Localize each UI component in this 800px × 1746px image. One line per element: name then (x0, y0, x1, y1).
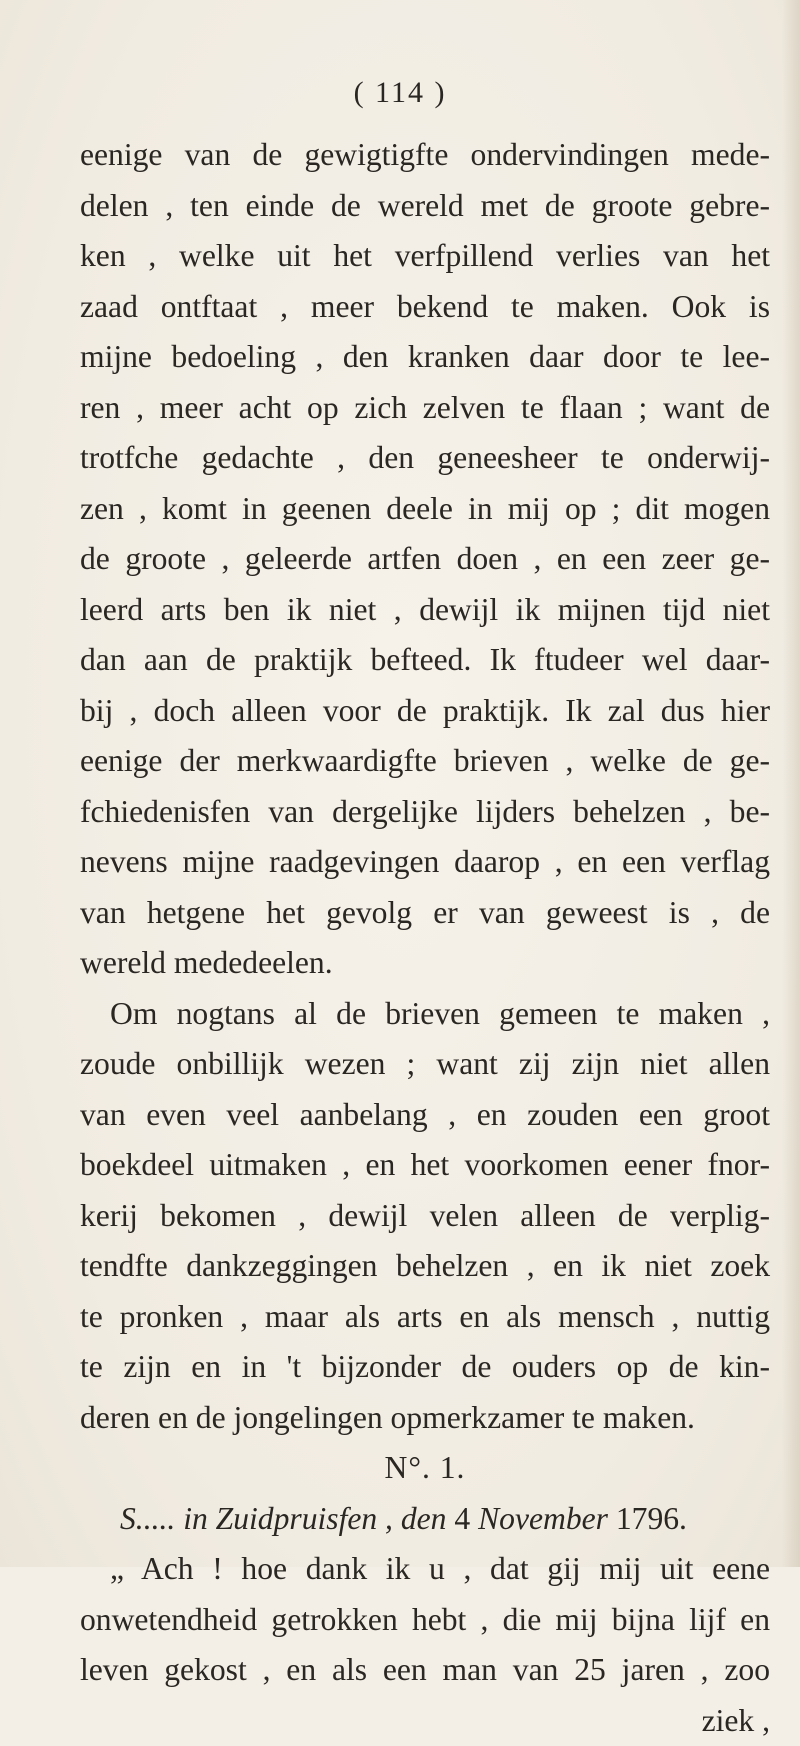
text-line: zoude onbillijk wezen ; want zij zijn niet allen (80, 1039, 770, 1090)
text-line: mijne bedoeling , den kranken daar door te lee- (80, 332, 770, 383)
text-line: dan aan de praktijk befteed. Ik ftudeer wel daar- (80, 635, 770, 686)
text-line: te zijn en in 't bijzonder de ouders op de kin- (80, 1342, 770, 1393)
letter-dateline (80, 1494, 770, 1545)
text-line: kerij bekomen , dewijl velen alleen de verplig- (80, 1191, 770, 1242)
page-number-header: ( 114 ) (0, 76, 800, 110)
text-line: zen , komt in geenen deele in mij op ; dit mogen (80, 484, 770, 535)
text-line: bij , doch alleen voor de praktijk. Ik zal dus hier (80, 686, 770, 737)
letter-number-heading: N°. 1. (80, 1443, 770, 1494)
text-line: onwetendheid getrokken hebt , die mij bijna lijf en (80, 1595, 770, 1646)
text-line: eenige der merkwaardigfte brieven , welke de ge- (80, 736, 770, 787)
text-line: leerd arts ben ik niet , dewijl ik mijnen tijd niet (80, 585, 770, 636)
text-line: deren en de jongelingen opmerkzamer te maken. (80, 1393, 770, 1444)
text-line: wereld mededeelen. (80, 938, 770, 989)
text-line: „ Ach ! hoe dank ik u , dat gij mij uit eene (80, 1544, 770, 1595)
page-body (80, 130, 770, 1746)
dateline-day: 4 (454, 1501, 470, 1536)
text-line: trotfche gedachte , den geneesheer te onderwij- (80, 433, 770, 484)
text-line: fchiedenisfen van dergelijke lijders behelzen , be- (80, 787, 770, 838)
dateline-month: November (478, 1501, 608, 1536)
text-line: zaad ontftaat , meer bekend te maken. Ook is (80, 282, 770, 333)
text-line: te pronken , maar als arts en als mensch , nuttig (80, 1292, 770, 1343)
text-line: ken , welke uit het verfpillend verlies van het (80, 231, 770, 282)
page-edge-shadow (782, 0, 800, 1567)
text-line: van hetgene het gevolg er van geweest is , de (80, 888, 770, 939)
text-line: ren , meer acht op zich zelven te flaan ; want de (80, 383, 770, 434)
dateline-place: S..... in Zuidpruisfen , den (120, 1501, 446, 1536)
text-line: delen , ten einde de wereld met de groote gebre- (80, 181, 770, 232)
text-line: Om nogtans al de brieven gemeen te maken , (80, 989, 770, 1040)
text-line: eenige van de gewigtigfte ondervindingen mede- (80, 130, 770, 181)
text-line: boekdeel uitmaken , en het voorkomen eener fnor- (80, 1140, 770, 1191)
dateline-year: 1796. (616, 1501, 687, 1536)
text-line: leven gekost , en als een man van 25 jaren , zoo (80, 1645, 770, 1696)
text-line: de groote , geleerde artfen doen , en een zeer ge- (80, 534, 770, 585)
text-line: tendfte dankzeggingen behelzen , en ik niet zoek (80, 1241, 770, 1292)
text-line: van even veel aanbelang , en zouden een groot (80, 1090, 770, 1141)
catchword: ziek , (80, 1696, 770, 1746)
text-line: nevens mijne raadgevingen daarop , en een verflag (80, 837, 770, 888)
